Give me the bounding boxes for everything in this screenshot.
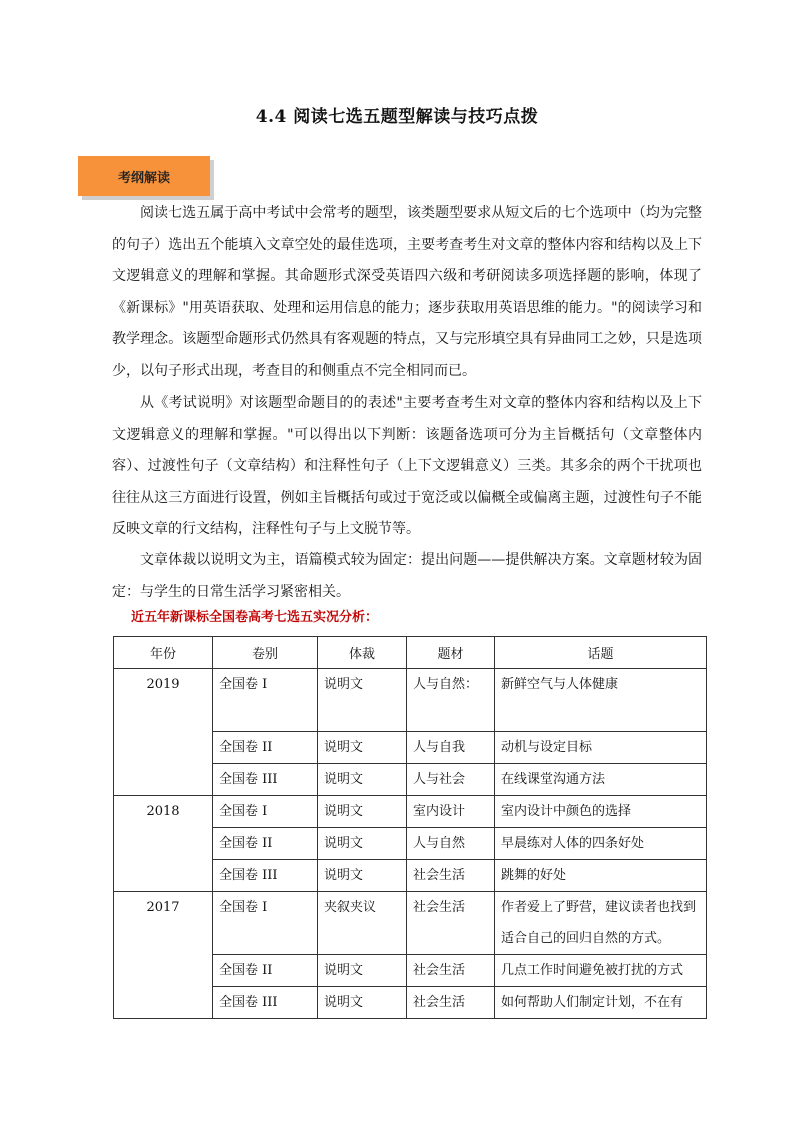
year-cell: 2017: [114, 892, 213, 1019]
header-year: 年份: [114, 637, 213, 669]
theme-cell: 社会生活: [407, 955, 495, 987]
table-row: [114, 892, 707, 955]
topic-cell: 动机与设定目标: [495, 732, 707, 764]
year-cell: 2019: [114, 669, 213, 796]
year-cell: 2018: [114, 796, 213, 892]
header-topic: 话题: [495, 637, 707, 669]
paragraph-1: [112, 198, 702, 387]
genre-cell: 说明文: [318, 732, 407, 764]
genre-cell: 说明文: [318, 764, 407, 796]
paper-cell: 全国卷 II: [213, 955, 318, 987]
header-theme: 题材: [407, 637, 495, 669]
header-paper: 卷别: [213, 637, 318, 669]
paragraph-text: 从《考试说明》对该题型命题目的的表述"主要考查考生对文章的整体内容和结构以及上下文逻辑意义的理解和掌握。"可以得出以下判断：该题备选项可分为主旨概括句（文章整体内容）、过渡性句子（文章结构）和注释性句子（上下文逻辑意义）三类。其多余的两个干扰项也往往从这三方面进行设置，例如主旨概括句或过于宽泛或以偏概全或偏离主题，过渡性句子不能反映文章的行文结构，注释性句子与上文脱节等。: [112, 395, 702, 537]
paper-cell: 全国卷 III: [213, 860, 318, 892]
genre-cell: 说明文: [318, 955, 407, 987]
paragraph-text: 阅读七选五属于高中考试中会常考的题型，该类题型要求从短文后的七个选项中（均为完整的句子）选出五个能填入文章空处的最佳选项，主要考查考生对文章的整体内容和结构以及上下文逻辑意义的理解和掌握。其命题形式深受英语四六级和考研阅读多项选择题的影响，体现了《新课标》"用英语获取、处理和运用信息的能力；逐步获取用英语思维的能力。"的阅读学习和教学理念。该题型命题形式仍然具有客观题的特点，又与完形填空具有异曲同工之妙，只是选项少，以句子形式出现，考查目的和侧重点不完全相同而已。: [112, 205, 702, 379]
paragraph-2: [112, 388, 702, 546]
paper-cell: 全国卷 I: [213, 669, 318, 732]
topic-cell: 几点工作时间避免被打扰的方式: [495, 955, 707, 987]
theme-cell: 人与社会: [407, 764, 495, 796]
paper-cell: 全国卷 II: [213, 732, 318, 764]
genre-cell: 说明文: [318, 796, 407, 828]
theme-cell: 室内设计: [407, 796, 495, 828]
header-genre: 体裁: [318, 637, 407, 669]
theme-cell: 社会生活: [407, 860, 495, 892]
exam-analysis-table: [113, 636, 707, 1019]
genre-cell: 说明文: [318, 828, 407, 860]
table-row: [114, 796, 707, 828]
topic-cell: 作者爱上了野营，建议读者也找到适合自己的回归自然的方式。: [495, 892, 707, 955]
genre-cell: 夹叙夹议: [318, 892, 407, 955]
topic-cell: 跳舞的好处: [495, 860, 707, 892]
page-title: 4.4 阅读七选五题型解读与技巧点拨: [255, 107, 539, 127]
table-header-row: [114, 637, 707, 669]
topic-cell: 如何帮助人们制定计划，不在有: [495, 987, 707, 1019]
paragraph-text: 文章体裁以说明文为主，语篇模式较为固定：提出问题——提供解决方案。文章题材较为固定：与学生的日常生活学习紧密相关。: [112, 552, 702, 600]
topic-cell: 室内设计中颜色的选择: [495, 796, 707, 828]
genre-cell: 说明文: [318, 860, 407, 892]
theme-cell: 社会生活: [407, 987, 495, 1019]
paper-cell: 全国卷 III: [213, 764, 318, 796]
section-badge: 考纲解读: [78, 156, 210, 196]
table-heading: 近五年新课标全国卷高考七选五实况分析：: [131, 610, 379, 625]
topic-cell: 早晨练对人体的四条好处: [495, 828, 707, 860]
paragraph-3: [112, 545, 702, 608]
theme-cell: 人与自然: [407, 828, 495, 860]
theme-cell: 人与自我: [407, 732, 495, 764]
paper-cell: 全国卷 I: [213, 892, 318, 955]
paper-cell: 全国卷 II: [213, 828, 318, 860]
topic-cell: 在线课堂沟通方法: [495, 764, 707, 796]
paper-cell: 全国卷 III: [213, 987, 318, 1019]
genre-cell: 说明文: [318, 987, 407, 1019]
table-row: [114, 669, 707, 732]
genre-cell: 说明文: [318, 669, 407, 732]
theme-cell: 社会生活: [407, 892, 495, 955]
paper-cell: 全国卷 I: [213, 796, 318, 828]
theme-cell: 人与自然：: [407, 669, 495, 732]
topic-cell: 新鲜空气与人体健康: [495, 669, 707, 732]
